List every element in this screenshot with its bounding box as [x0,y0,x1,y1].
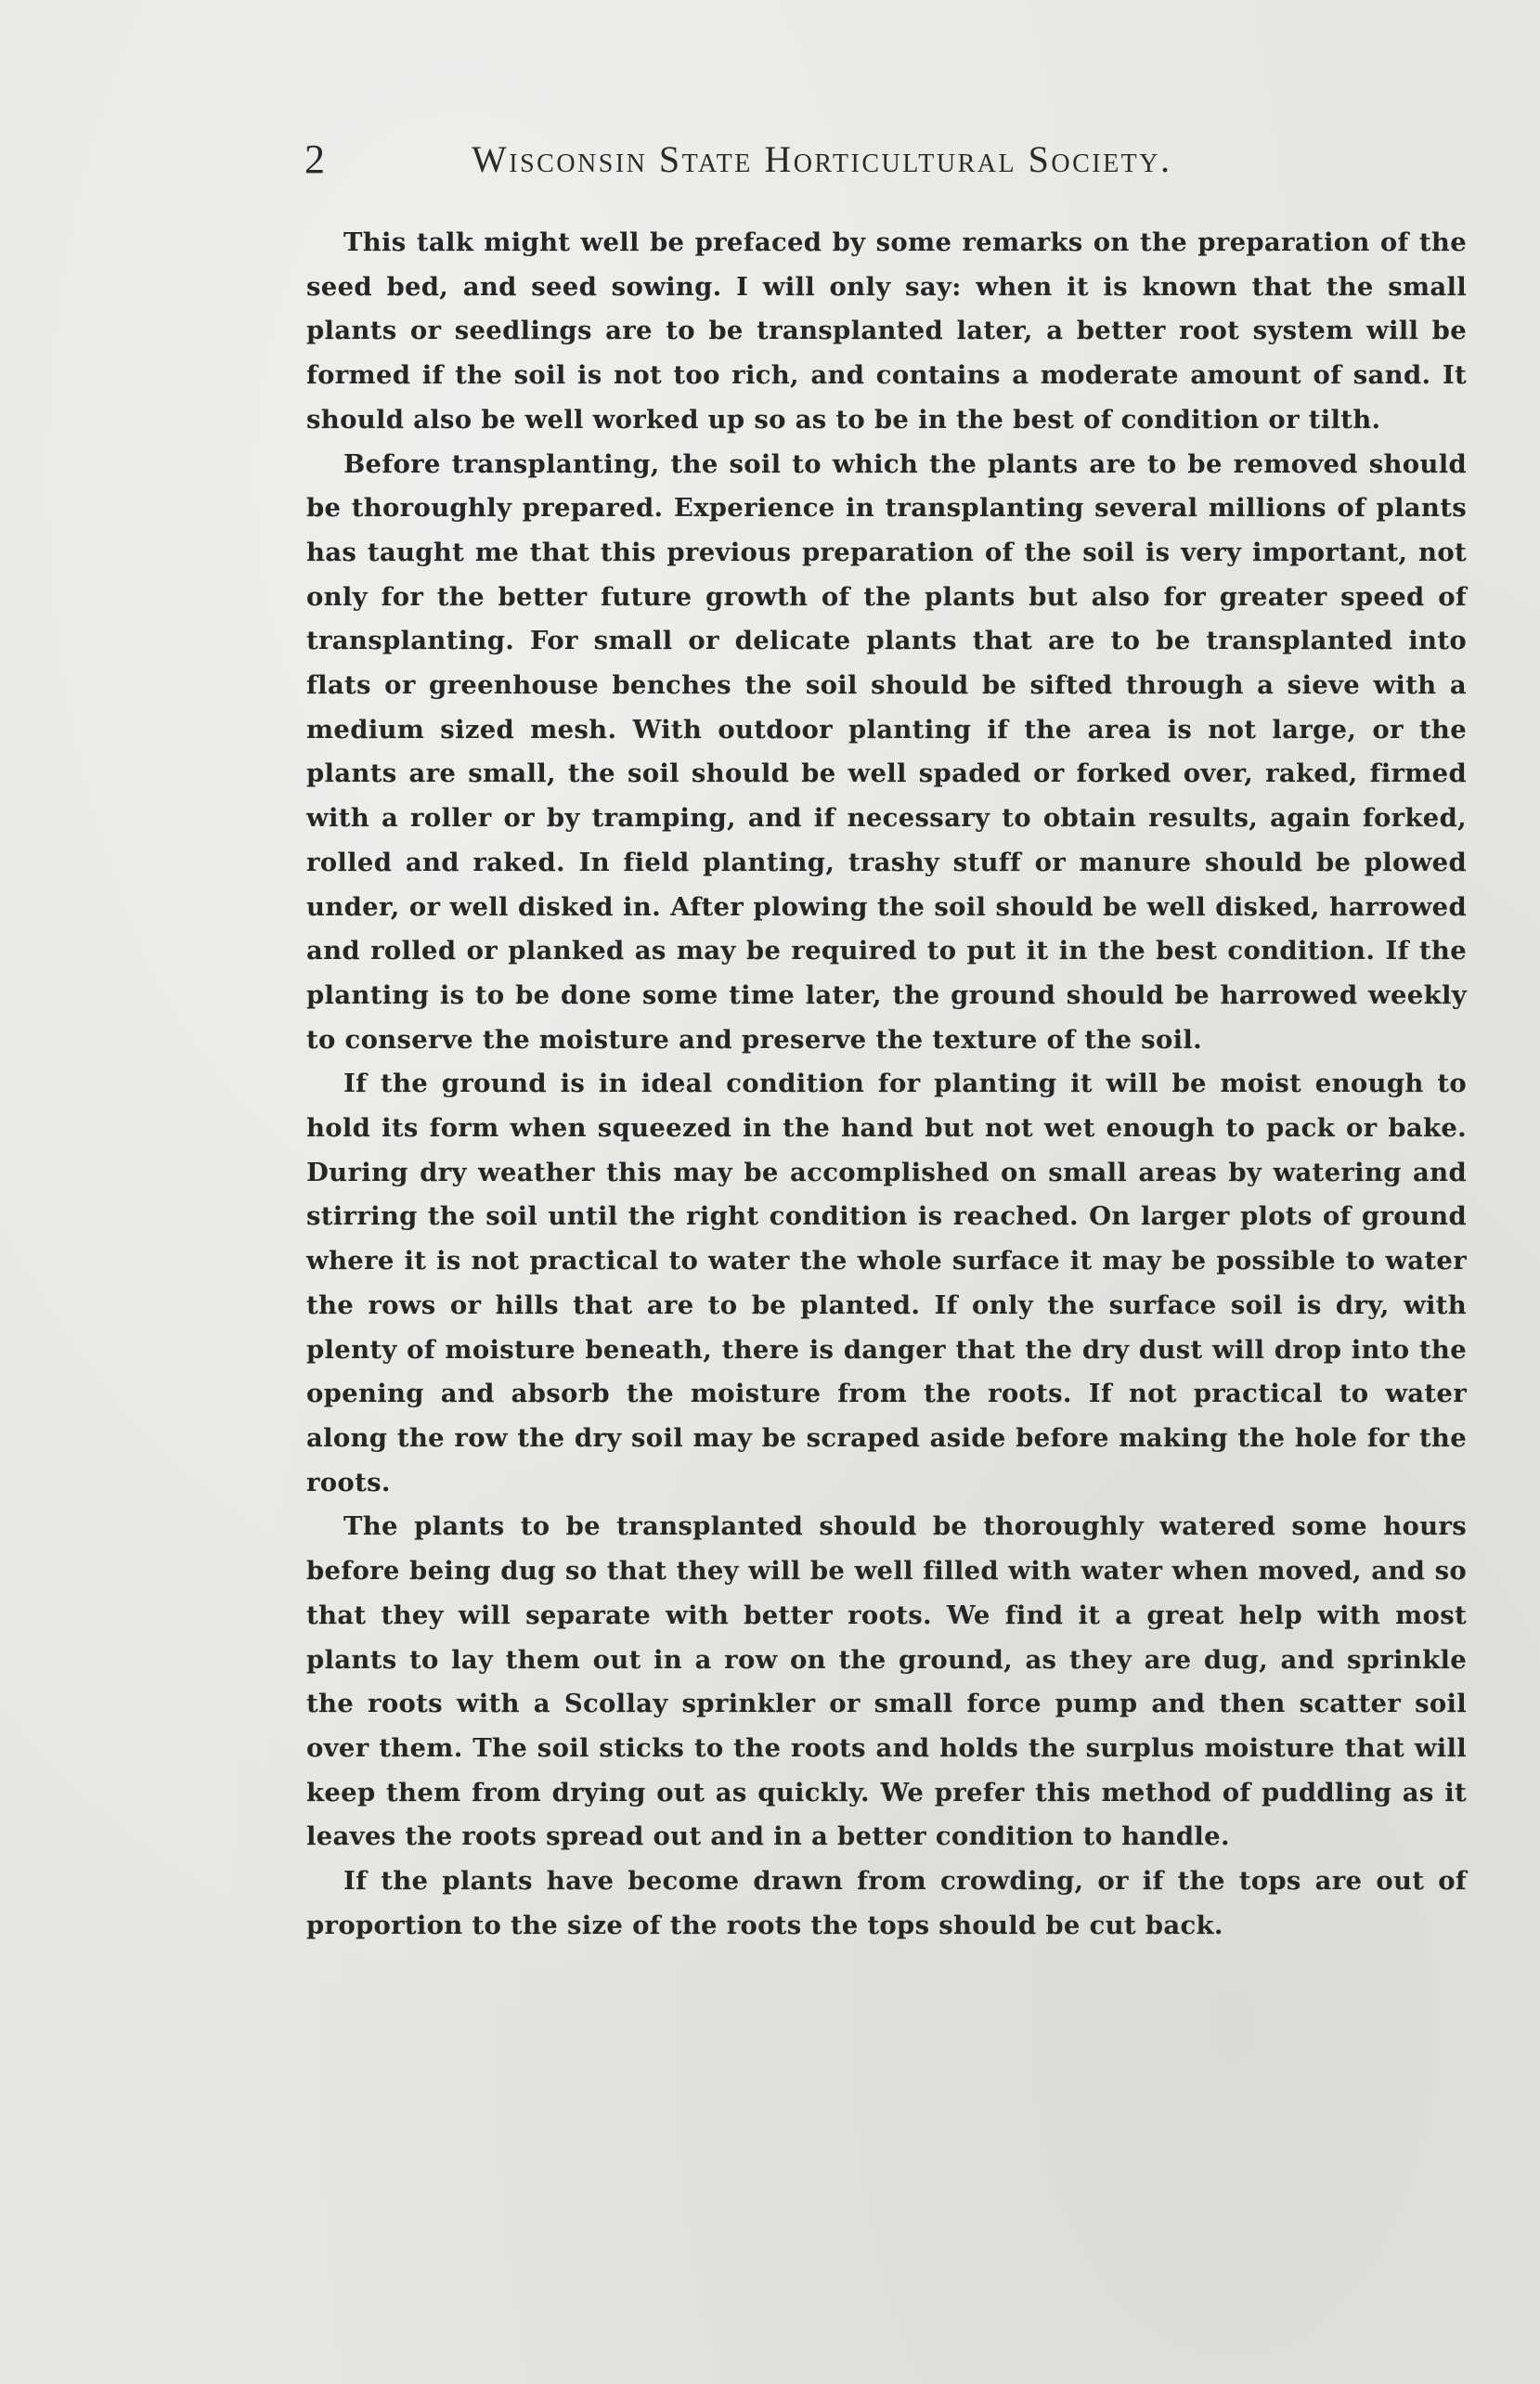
page-number: 2 [304,136,325,182]
paragraph-cutting-tops: If the plants have become drawn from crowding, or if the tops are out of proportion to the size of the roots the tops should be cut back. [306,1866,1467,1940]
paragraph-seed-bed: This talk might well be prefaced by some remarks on the preparation of the seed bed, and seed sowing. I will only say: when it is known that the small plants or seedlings are to be transplanted later, a better root system will be formed if the soil is not too rich, and contains a moderate amount of sand. It should also be well worked up so as to be in the best of condition or tilth. [306,227,1467,434]
body-text [306,221,1467,1948]
running-head-title: Wisconsin State Horticultural Society. [472,138,1172,180]
paragraph-watering-plants: The plants to be transplanted should be thoroughly watered some hours before being dug so that they will be well filled with water when moved, and so that they will separate with better roots. We find it a great help with most plants to lay them out in a row on the ground, as they are dug, and sprinkle the roots with a Scollay sprinkler or small force pump and then scatter soil over them. The soil sticks to the roots and holds the surplus moisture that will keep them from drying out as quickly. We prefer this method of puddling as it leaves the roots spread out and in a better condition to handle. [306,1511,1467,1852]
paragraph-ground-condition: If the ground is in ideal condition for planting it will be moist enough to hold its form when squeezed in the hand but not wet enough to pack or bake. During dry weather this may be accomplished on small areas by watering and stirring the soil until the right condition is reached. On larger plots of ground where it is not practical to water the whole surface it may be possible to water the rows or hills that are to be planted. If only the surface soil is dry, with plenty of moisture beneath, there is danger that the dry dust will drop into the opening and absorb the moisture from the roots. If not practical to water along the row the dry soil may be scraped aside before making the hole for the roots. [306,1069,1467,1497]
paragraph-soil-preparation: Before transplanting, the soil to which the plants are to be removed should be thoroughly prepared. Experience in transplanting several millions of plants has taught me that this previous preparation of the soil is very important, not only for the better future growth of the plants but also for greater speed of transplanting. For small or delicate plants that are to be transplanted into flats or greenhouse benches the soil should be sifted through a sieve with a medium sized mesh. With outdoor planting if the area is not large, or the plants are small, the soil should be well spaded or forked over, raked, firmed with a roller or by tramping, and if necessary to obtain results, again forked, rolled and raked. In field planting, trashy stuff or manure should be plowed under, or well disked in. After plowing the soil should be well disked, harrowed and rolled or planked as may be required to put it in the best condition. If the planting is to be done some time later, the ground should be harrowed weekly to conserve the moisture and preserve the texture of the soil. [306,448,1467,1055]
running-head [304,132,1279,188]
